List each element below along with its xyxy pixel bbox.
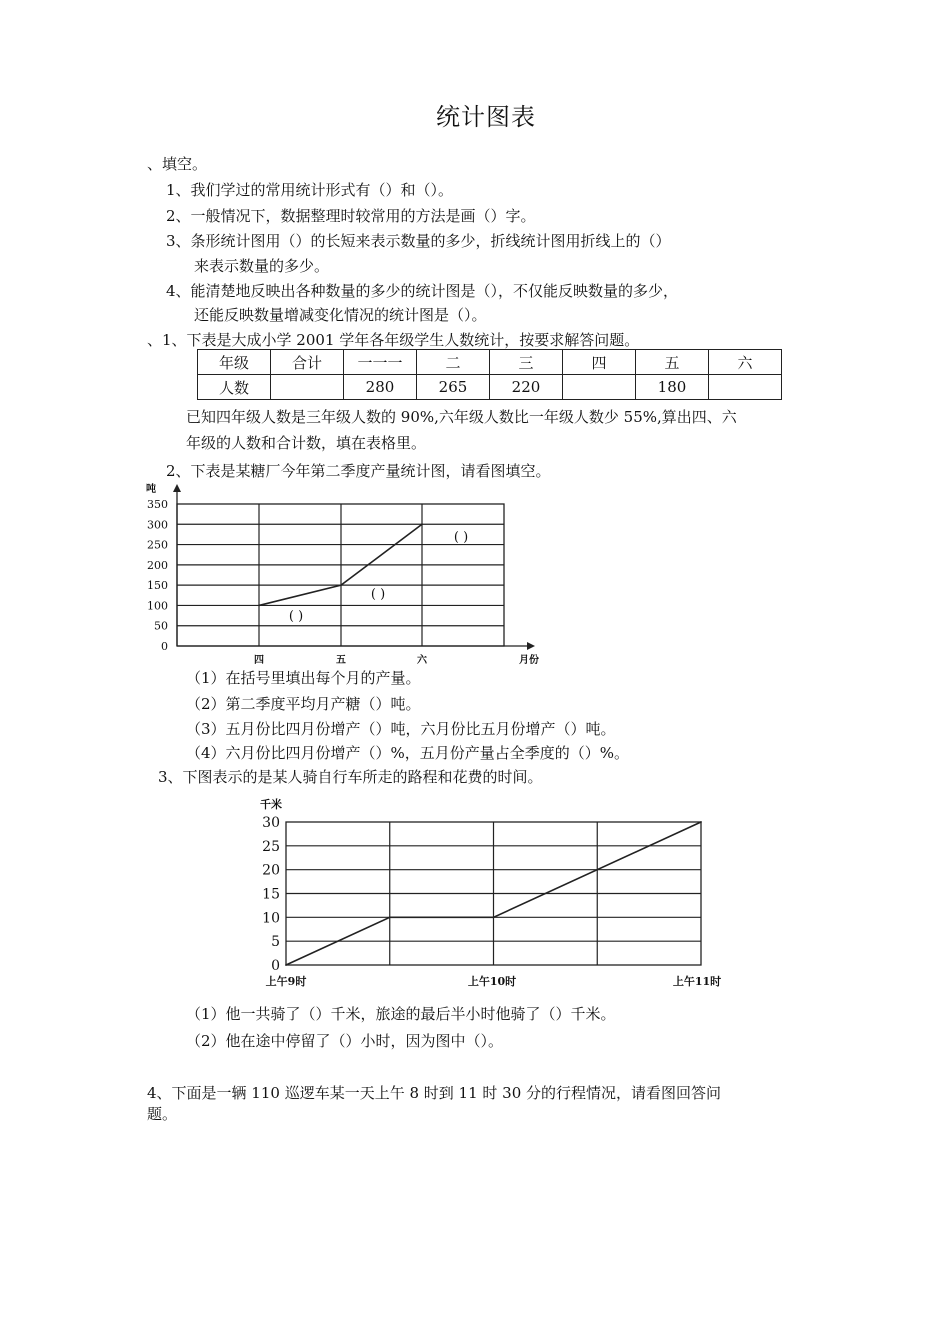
q1-text: 1、我们学过的常用统计形式有（）和（）。 <box>166 181 454 199</box>
q2-text: 2、一般情况下，数据整理时较常用的方法是画（）字。 <box>166 207 536 225</box>
sugar-sub4: （4）六月份比四月份增产（）%，五月份产量占全季度的（）%。 <box>186 744 630 762</box>
y-tick-label: 300 <box>147 518 168 532</box>
patrol-question-line2: 题。 <box>147 1105 178 1123</box>
y-tick-label: 250 <box>147 538 168 552</box>
x-tick-label: 上午11时 <box>672 975 722 988</box>
y-tick-label: 10 <box>262 910 280 927</box>
table-cell: 人数 <box>198 375 271 400</box>
section1-heading: 、填空。 <box>147 155 208 173</box>
y-tick-label: 5 <box>271 934 280 951</box>
y-tick-label: 350 <box>147 498 168 511</box>
y-tick-label: 0 <box>161 640 168 653</box>
table-cell: 220 <box>490 375 563 400</box>
table-note-line2: 年级的人数和合计数，填在表格里。 <box>186 434 427 452</box>
table-cell: 合计 <box>271 350 344 375</box>
table-note-line1: 已知四年级人数是三年级人数的 90%,六年级人数比一年级人数少 55%,算出四、六 <box>186 408 737 426</box>
table-cell: 265 <box>417 375 490 400</box>
bike-question-text: 3、下图表示的是某人骑自行车所走的路程和花费的时间。 <box>158 768 543 786</box>
y-tick-label: 200 <box>147 558 168 572</box>
blank-value-label: ( ) <box>370 587 386 602</box>
bike-sub1: （1）他一共骑了（）千米，旅途的最后半小时他骑了（）千米。 <box>186 1005 616 1023</box>
y-tick-label: 150 <box>147 579 168 593</box>
y-tick-label: 15 <box>262 886 280 903</box>
sugar-sub3: （3）五月份比四月份增产（）吨，六月份比五月份增产（）吨。 <box>186 720 616 738</box>
table-question-text: 、1、下表是大成小学 2001 学年各年级学生人数统计，按要求解答问题。 <box>147 331 640 349</box>
x-tick-label: 上午9时 <box>265 975 307 988</box>
table-cell: 180 <box>636 375 709 400</box>
y-axis-label: 千米 <box>260 798 282 811</box>
q4-text-line1: 4、能清楚地反映出各种数量的多少的统计图是（），不仅能反映数量的多少， <box>166 282 679 300</box>
x-tick-label: 五 <box>336 655 346 666</box>
table-cell: 六 <box>709 350 782 375</box>
table-cell: 280 <box>344 375 417 400</box>
y-tick-label: 30 <box>262 815 280 831</box>
sugar-sub2: （2）第二季度平均月产糖（）吨。 <box>186 695 421 713</box>
table-cell: 四 <box>563 350 636 375</box>
bike-sub2: （2）他在途中停留了（）小时，因为图中（）。 <box>186 1032 504 1050</box>
table-cell: 一一一 <box>344 350 417 375</box>
table-cell: 年级 <box>198 350 271 375</box>
data-point <box>285 964 287 966</box>
q4-text-line2: 还能反映数量增减变化情况的统计图是（）。 <box>194 306 487 324</box>
q3-text-line1: 3、条形统计图用（）的长短来表示数量的多少，折线统计图用折线上的（） <box>166 232 671 250</box>
table-cell: 三 <box>490 350 563 375</box>
table-cell: 二 <box>417 350 490 375</box>
y-tick-label: 20 <box>262 862 280 879</box>
x-axis-label: 月份 <box>519 655 539 666</box>
y-tick-label: 25 <box>262 838 280 855</box>
x-tick-label: 上午10时 <box>467 975 517 988</box>
data-point <box>389 916 391 918</box>
patrol-question-line1: 4、下面是一辆 110 巡逻车某一天上午 8 时到 11 时 30 分的行程情况，请看图回答问 <box>147 1084 722 1102</box>
q3-text-line2: 来表示数量的多少。 <box>194 257 330 275</box>
x-tick-label: 四 <box>254 655 264 666</box>
y-axis-label: 吨 <box>146 484 156 495</box>
table-cell: 五 <box>636 350 709 375</box>
x-tick-label: 六 <box>417 655 427 666</box>
data-point <box>493 916 495 918</box>
blank-value-label: ( ) <box>288 609 304 624</box>
blank-value-label: ( ) <box>453 530 469 545</box>
y-tick-label: 50 <box>154 619 168 633</box>
y-tick-label: 100 <box>147 599 168 613</box>
sugar-sub1: （1）在括号里填出每个月的产量。 <box>186 669 421 687</box>
page-title: 统计图表 <box>436 103 536 131</box>
y-tick-label: 0 <box>271 958 280 974</box>
data-point <box>700 821 702 823</box>
sugar-question-text: 2、下表是某糖厂今年第二季度产量统计图，请看图填空。 <box>166 462 551 480</box>
